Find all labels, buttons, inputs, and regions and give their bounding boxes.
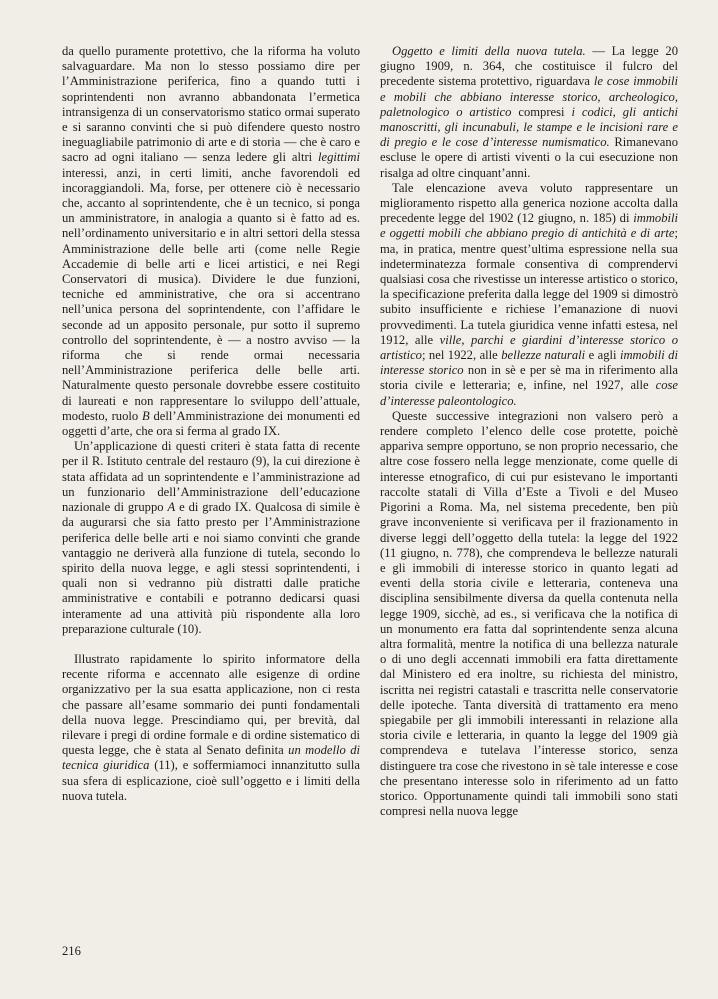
paragraph: Queste successive integrazioni non valsero però a rendere completo l’elenco delle cose protette, poichè appariva sempre opportuno, se non proprio necessario, che altre cose fossero nella legge menzionate, come quelle di interesse etnografico, di cui pur esistevano le importanti raccolte statali di Villa d’Este a Tivoli e del Museo Pigorini a Roma. Ma, nel sistema precedente, ben più grave inconveniente si verificava per il frazionamento in diverse leggi dell’oggetto della tutela: la legge del 1922 (11 giugno, n. 778), che comprendeva le bellezze naturali e gli immobili di interesse storico in quanto legati ad eventi della storia civile e letteraria, conteneva una disciplina sensibilmente diversa da quella contenuta nella legge 1909, sicchè, ad es., si verificava che la notifica di un monumento era fatta dal soprintendente senza alcuna altra formalità, mentre la notifica di una bellezza naturale o di uno degli accennati immobili era fatta direttamente dal Ministero ed era inoltre, su richiesta del ministro, iscritta nei registri catastali e trascritta nelle conservatorie delle ipoteche. Tanta diversità di trattamento era meno spiegabile per gli immobili interessanti in relazione alla storia civile e letteraria, in quanto la legge del 1909 già comprendeva e tutelava l’interesse storico, senza distinguere tra cose che rivestono in sè tale interesse e cose che presentano interesse solo in riferimento ad un fatto storico. Opportunamente quindi tali immobili sono stati compresi nella nuova legge <box>380 408 678 819</box>
right-column <box>380 44 678 819</box>
section-heading: Oggetto e limiti della nuova tutela. <box>392 44 586 58</box>
paragraph: Tale elencazione aveva voluto rappresentare un miglioramento rispetto alla generica nozione accolta dalla precedente legge del 1902 (12 giugno, n. 185) di immobili e oggetti mobili che abbiano pregio di antichità e di arte; ma, in pratica, mentre quest’ultima espressione nella sua indeterminatezza formale consentiva di comprendervi qualsiasi cosa che rivestisse un interesse artistico o storico, la specificazione preferita dalla legge del 1909 si dimostrò subito insufficiente e richiese l’emanazione di nuovi provvedimenti. La tutela giuridica venne infatti estesa, nel 1912, alle ville, parchi e giardini d’interesse storico o artistico; nel 1922, alle bellezze naturali e agli immobili di interesse storico non in sè e per sè ma in riferimento alla storia civile e letteraria; e, infine, nel 1927, alle cose d’interesse paleontologico. <box>380 180 679 408</box>
paragraph: Oggetto e limiti della nuova tutela. — La legge 20 giugno 1909, n. 364, che costituisce il fulcro del precedente sistema protettivo, riguardava le cose immobili e mobili che abbiano interesse storico, archeologico, paletnologico o artistico compresi i codici, gli antichi manoscritti, gli incunabuli, le stampe e le incisioni rare e di pregio e le cose d’interesse numismatico. Rimanevano escluse le opere di artisti viventi o la cui esecuzione non risalga ad oltre cinquant’anni. <box>380 44 678 180</box>
paragraph: Un’applicazione di questi criteri è stata fatta di recente per il R. Istituto centrale del restauro (9), la cui direzione è stata affidata ad un soprintendente e l’amministrazione ad un funzionario dell’Amministrazione dell’educazione nazionale di gruppo A e di grado IX. Qualcosa di simile è da augurarsi che sia fatto presto per l’Amministrazione periferica delle belle arti e noi siamo convinti che grande vantaggio ne deriverà alla funzione di tutela, secondo lo spirito della nuova legge, e agli stessi soprintendenti, i quali non si vedranno più distratti dalle pratiche amministrative e contabili e potranno dedicarsi quasi interamente ad una attività più rispondente alla loro preparazione culturale (10). <box>62 439 360 636</box>
left-column <box>62 44 360 804</box>
page-number: 216 <box>62 944 81 958</box>
paragraph: Illustrato rapidamente lo spirito informatore della recente riforma e accennato alle esigenze di ordine organizzativo per la sua esatta applicazione, non ci resta che passare all’esame sommario dei punti fondamentali della nuova legge. Prescindiamo qui, per brevità, dal rilevare i pregi di ordine formale e di ordine sistematico di questa legge, che è stata al Senato definita un modello di tecnica giuridica (11), e soffermiamoci innanzitutto sulla sua sfera di esplicazione, cioè sull’oggetto e i limiti della nuova tutela. <box>62 651 360 803</box>
paragraph: da quello puramente protettivo, che la riforma ha voluto salvaguardare. Ma non lo stesso possiamo dire per l’Amministrazione periferica, fino a quando tutti i soprintendenti non avranno abbandonata l’ermetica intransigenza di un conservatorismo statico ormai superato e si saranno convinti che si può difendere questo nostro ineguagliabile patrimonio di arte e di storia — che è caro e sacro ad ogni italiano — senza ledere gli altri legittimi interessi, anzi, in certi limiti, anche favorendoli ed incoraggiandoli. Ma, forse, per ottenere ciò è necessario che, accanto al soprintendente, che è un tecnico, si ponga un amministratore, in analogia a quanto si è fatto ad es. nell’ordinamento universitario e in altri settori della stessa Amministrazione delle belle arti (come nelle Regie Accademie di belle arti e licei artistici, e nei Regi Conservatori di musica). Dividere le due funzioni, tecniche ed amministrative, che ora si accentrano nell’unica persona del soprintendente, con l’affidare le seconde ad un apposito personale, pur sotto il supremo controllo del soprintendente, è — a nostro avviso — la riforma che si rende ormai necessaria nell’Amministrazione periferica delle belle arti. Naturalmente questo personale dovrebbe essere costituito di laureati e non rappresentare lo sviluppo dell’attuale, modesto, ruolo B dell’Amministrazione dei monumenti ed oggetti d’arte, che ora si ferma al grado IX. <box>62 44 360 439</box>
